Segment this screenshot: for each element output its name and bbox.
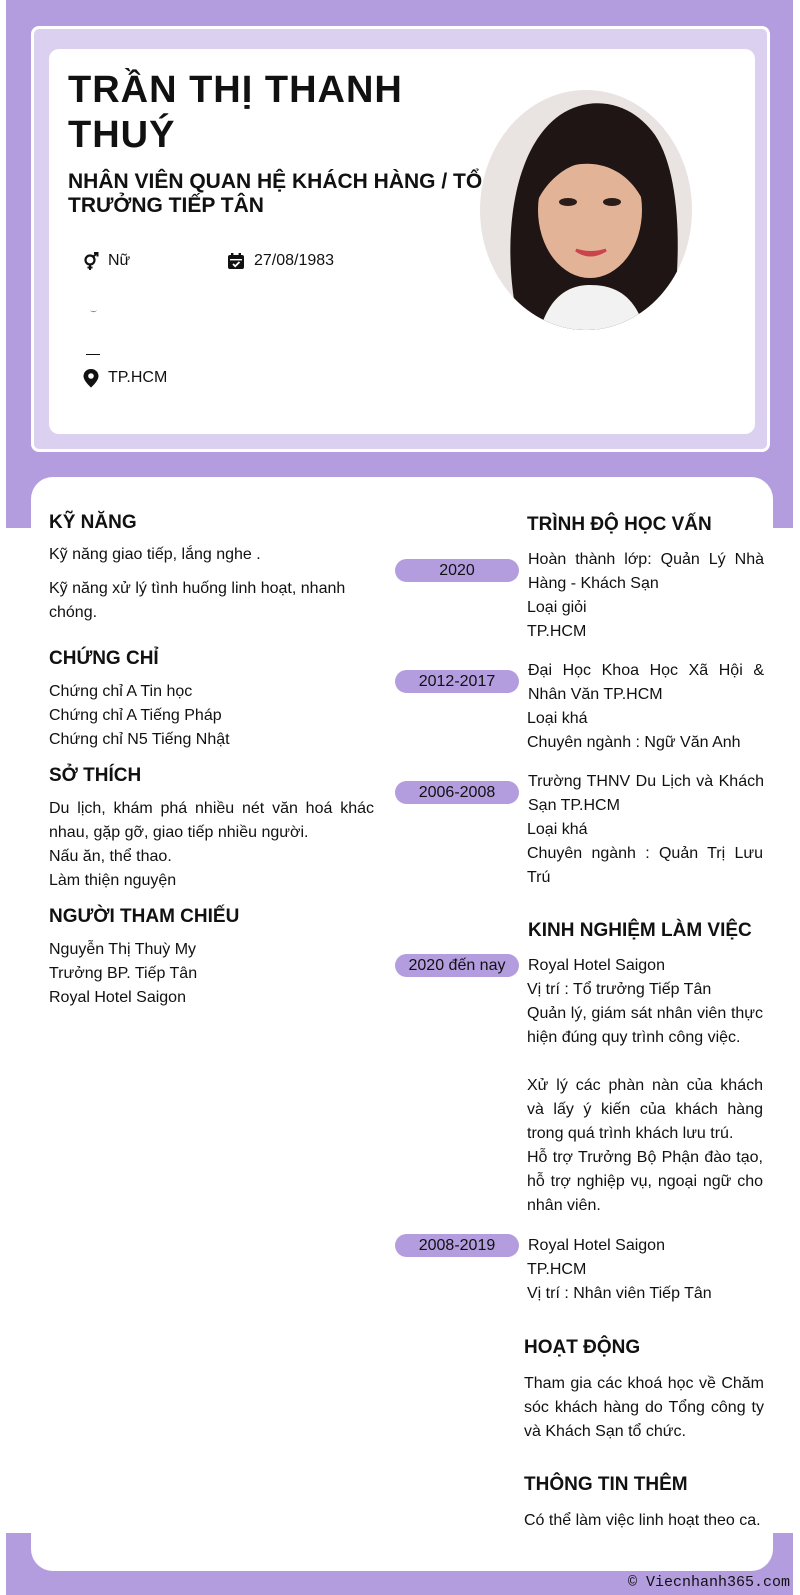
education-period-badge: 2020 <box>395 559 519 582</box>
education-title: TRÌNH ĐỘ HỌC VẤN <box>527 514 712 535</box>
footer-copyright: © Viecnhanh365.com <box>627 1574 790 1591</box>
experience-period-badge: 2008-2019 <box>395 1234 519 1257</box>
calendar-icon <box>226 251 246 271</box>
activities-text: Tham gia các khoá học về Chăm sóc khách hàng do Tổng công ty và Khách Sạn tổ chức. <box>524 1375 764 1440</box>
education-line: Loại khá <box>527 710 588 727</box>
hobby-item: Du lịch, khám phá nhiều nét văn hoá khác nhau, gặp gỡ, giao tiếp nhiều người. <box>49 800 374 841</box>
education-line: Trường THNV Du Lịch và Khách Sạn TP.HCM <box>528 773 764 814</box>
gender-row <box>80 251 130 271</box>
skill-item: Kỹ năng giao tiếp, lắng nghe . <box>49 546 261 563</box>
references-title: NGƯỜI THAM CHIẾU <box>49 906 240 927</box>
location-value: TP.HCM <box>108 369 168 386</box>
candidate-name: TRẦN THỊ THANH THUÝ <box>68 69 403 156</box>
education-period-badge: 2012-2017 <box>395 670 519 693</box>
skill-item: Kỹ năng xử lý tình huống linh hoạt, nhanh chóng. <box>49 580 346 621</box>
email-placeholder-line <box>86 354 100 355</box>
certificate-item: Chứng chỉ A Tin học <box>49 683 193 700</box>
education-line: Chuyên ngành : Quản Trị Lưu Trú <box>527 845 763 886</box>
skills-title: KỸ NĂNG <box>49 512 137 533</box>
reference-item: Royal Hotel Saigon <box>49 989 186 1006</box>
experience-line: Quản lý, giám sát nhân viên thực hiện đúng quy trình công việc. <box>527 1005 763 1046</box>
gender-icon <box>80 251 100 271</box>
education-line: Đại Học Khoa Học Xã Hội & Nhân Văn TP.HCM <box>528 662 764 703</box>
education-line: Hoàn thành lớp: Quản Lý Nhà Hàng - Khách Sạn <box>528 551 764 592</box>
experience-period-badge: 2020 đến nay <box>395 954 519 977</box>
gender-value: Nữ <box>108 252 131 269</box>
hobbies-title: SỞ THÍCH <box>49 765 142 786</box>
activities-title: HOẠT ĐỘNG <box>524 1337 641 1358</box>
experience-line: Royal Hotel Saigon <box>528 957 665 974</box>
additional-info-title: THÔNG TIN THÊM <box>524 1474 688 1495</box>
birthdate-value: 27/08/1983 <box>254 252 335 269</box>
experience-line: Xử lý các phàn nàn của khách và lấy ý kiến của khách hàng trong quá trình khách lưu trú. <box>527 1077 763 1142</box>
experience-line: Hỗ trợ Trưởng Bộ Phận đào tạo, hỗ trợ nghiệp vụ, ngoại ngữ cho nhân viên. <box>527 1149 763 1214</box>
hobby-item: Làm thiện nguyện <box>49 872 177 889</box>
birthdate-row <box>226 251 334 271</box>
experience-title: KINH NGHIỆM LÀM VIỆC <box>528 920 752 941</box>
experience-line: Vị trí : Nhân viên Tiếp Tân <box>527 1285 712 1302</box>
hobby-item: Nấu ăn, thể thao. <box>49 848 172 865</box>
education-line: Loại khá <box>527 821 588 838</box>
education-line: Chuyên ngành : Ngữ Văn Anh <box>527 734 741 751</box>
experience-line: Vị trí : Tổ trưởng Tiếp Tân <box>527 981 712 998</box>
job-title: NHÂN VIÊN QUAN HỆ KHÁCH HÀNG / TỔ TRƯỞNG TIẾP TÂN <box>68 170 483 217</box>
certificate-item: Chứng chỉ A Tiếng Pháp <box>49 707 222 724</box>
location-row <box>82 368 167 388</box>
profile-photo <box>480 90 692 330</box>
education-line: TP.HCM <box>527 623 587 640</box>
reference-item: Nguyễn Thị Thuỳ My <box>49 941 197 958</box>
reference-item: Trưởng BP. Tiếp Tân <box>49 965 198 982</box>
experience-line: TP.HCM <box>527 1261 587 1278</box>
certificates-title: CHỨNG CHỈ <box>49 648 159 669</box>
phone-icon <box>88 305 98 315</box>
education-period-badge: 2006-2008 <box>395 781 519 804</box>
certificate-item: Chứng chỉ N5 Tiếng Nhật <box>49 731 230 748</box>
location-pin-icon <box>82 368 100 388</box>
experience-line: Royal Hotel Saigon <box>528 1237 665 1254</box>
additional-info-text: Có thể làm việc linh hoạt theo ca. <box>524 1512 761 1529</box>
education-line: Loại giỏi <box>527 599 587 616</box>
